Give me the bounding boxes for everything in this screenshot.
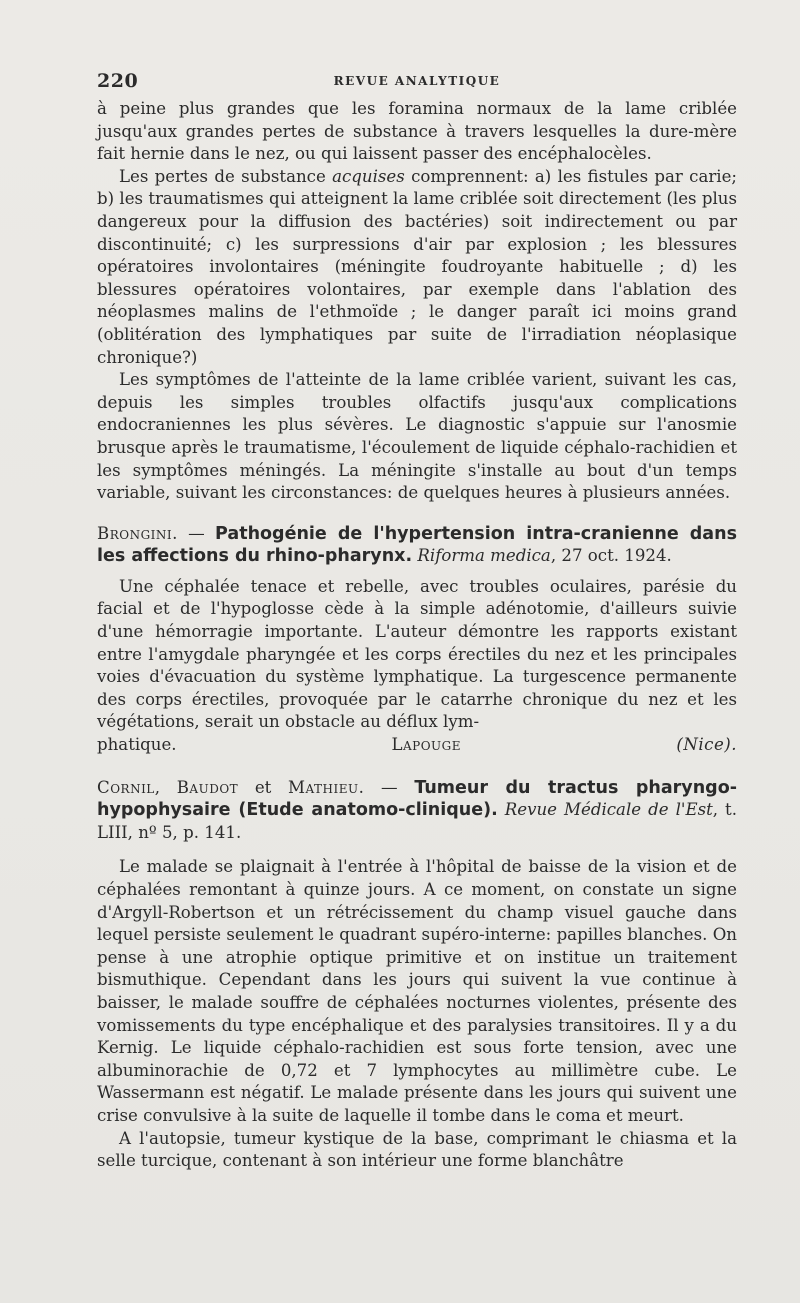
article-1-signature-line	[97, 734, 737, 757]
article-1-paragraph: Une céphalée tenace et rebelle, avec troubles oculaires, parésie du facial et de l'hypoglosse cède à la simple adénotomie, d'ailleurs suivie d'une hémorragie importante. L'auteur démontre les rapports existant entre l'amygdale pharyngée et les corps érectiles du nez et les principales voies d'évacuation du système lymphatique. La turgescence permanente des corps érectiles, provoquée par le catarrhe chronique du nez et les végétations, serait un obstacle au déflux lym-	[97, 576, 737, 732]
article-2-author-1: Cornil	[97, 777, 155, 797]
article-1-signature-city: (Nice).	[676, 735, 738, 755]
article-1-body	[97, 576, 737, 757]
article-2-sep-2: et	[238, 777, 289, 797]
article-1-date: , 27 oct. 1924.	[550, 546, 672, 566]
article-2-title: Tumeur du tractus pharyngo-hypophysaire (Etude anatomo-clinique).	[97, 777, 737, 821]
article-1-signature	[391, 735, 737, 754]
page-header	[97, 62, 737, 98]
article-2-reference: , t. LIII, nº 5, p. 141.	[97, 800, 738, 842]
intro-p2-emphasis: acquises	[332, 166, 405, 186]
running-head: REVUE ANALYTIQUE	[333, 74, 501, 88]
intro-p2-start: Les pertes de substance	[119, 166, 333, 186]
page-content	[97, 62, 737, 1173]
article-1-last-line: phatique.	[97, 735, 177, 755]
article-2-paragraph-2: A l'autopsie, tumeur kystique de la base, comprimant le chiasma et la selle turcique, contenant à son intérieur une forme blanchâtre	[97, 1128, 737, 1171]
article-1-heading	[97, 523, 737, 568]
article-1-signature-name: Lapouge	[391, 735, 461, 755]
article-2-dash: —	[364, 777, 415, 797]
intro-paragraph-1: à peine plus grandes que les foramina normaux de la lame criblée jusqu'aux grandes pertes de substance à travers lesquelles la dure-mère fait hernie dans le nez, ou qui laissent passer des encéphalocèles.	[97, 99, 737, 164]
article-1-dash: —	[177, 523, 216, 543]
article-2-heading	[97, 777, 737, 845]
article-2-sep-1: ,	[154, 777, 177, 797]
intro-paragraph-2	[97, 166, 737, 369]
intro-p2-rest: comprennent: a) les fistules par carie; b) les traumatismes qui atteignent la lame criblée soit directement (les plus dangereux pour la diffusion des bactéries) soit indirectement ou par discontinuité; c) les surpressions d'air par explosion ; les blessures opératoires involontaires (méningite foudroyante habituelle ; d) les blessures opératoires volontaires, par exemple dans l'ablation des néoplasmes malins de l'ethmoïde ; le danger paraît ici moins grand (oblitération des lymphatiques par suite de l'irradiation néoplasique chronique?)	[97, 166, 738, 367]
article-2-journal: Revue Médicale de l'Est	[504, 800, 713, 820]
article-2-body	[97, 856, 737, 1172]
article-1-author: Brongini.	[97, 523, 178, 543]
article-1-journal: Riforma medica	[417, 546, 551, 566]
article-2-paragraph-1: Le malade se plaignait à l'entrée à l'hôpital de baisse de la vision et de céphalées remontant à quinze jours. A ce moment, on constate un signe d'Argyll-Robertson et un rétrécissement du champ visuel gauche dans lequel persiste seulement le quadrant supéro-interne: papilles blanches. On pense à une atrophie optique primitive et on institue un traitement bismuthique. Cependant dans les jours qui suivent la vue continue à baisser, le malade souffre de céphalées nocturnes violentes, présente des vomissements du type encéphalique et des paralysies transitoires. Il y a du Kernig. Le liquide céphalo-rachidien est sous forte tension, avec une albuminorachie de 0,72 et 7 lymphocytes au millimètre cube. Le Wassermann est négatif. Le malade présente dans les jours qui suivent une crise convulsive à la suite de laquelle il tombe dans le coma et meurt.	[97, 857, 737, 1125]
article-2-author-3: Mathieu.	[288, 777, 365, 797]
article-2-author-2: Baudot	[176, 777, 239, 797]
intro-paragraph-3: Les symptômes de l'atteinte de la lame criblée varient, suivant les cas, depuis les simples troubles olfactifs jusqu'aux complications endocraniennes les plus sévères. Le diagnostic s'appuie sur l'anosmie brusque après le traumatisme, l'écoulement de liquide céphalo-rachidien et les symptômes méningés. La méningite s'installe au bout d'un temps variable, suivant les circonstances: de quelques heures à plusieurs années.	[97, 370, 737, 503]
page-number: 220	[97, 70, 139, 92]
article-1-title: Pathogénie de l'hypertension intra-cranienne dans les affections du rhino-pharynx.	[97, 523, 737, 567]
